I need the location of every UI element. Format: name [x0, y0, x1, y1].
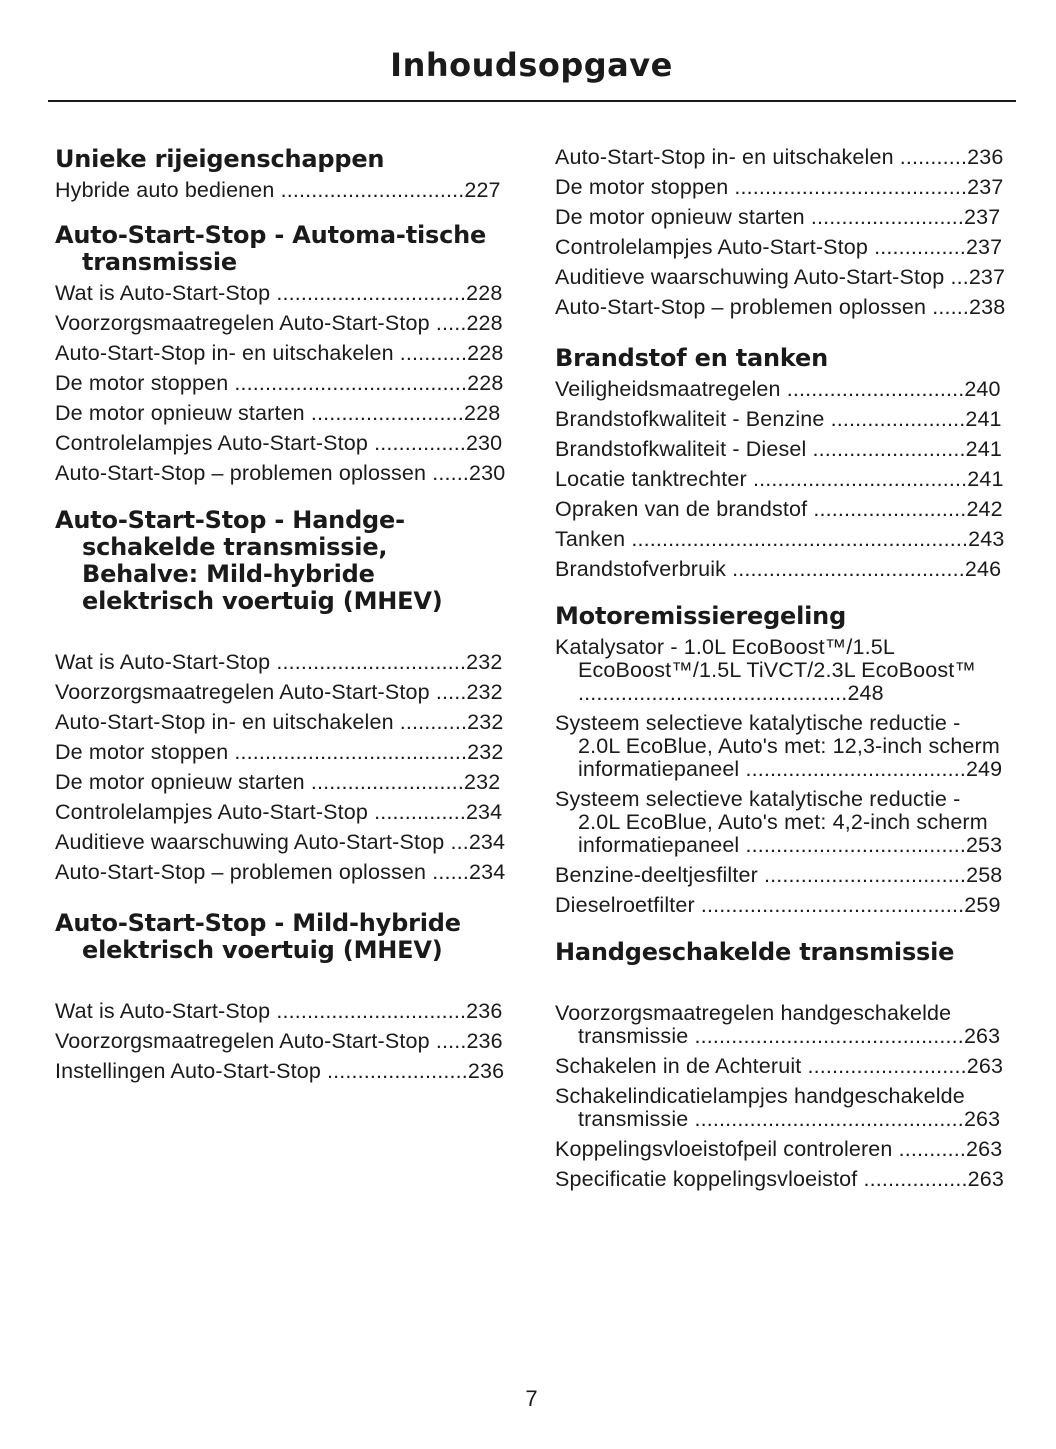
section-heading: Unieke rijeigenschappen [55, 145, 385, 173]
toc-entry-label: Systeem selectieve katalytische reductie - 2.0L EcoBlue, Auto's met: 12,3-inch scherm informatiepaneel [555, 711, 1000, 781]
dot-leader: ......................... [807, 497, 967, 521]
toc-entry-label: Controlelampjes Auto-Start-Stop [55, 431, 368, 455]
toc-right-column [555, 146, 1008, 1198]
toc-entry[interactable] [555, 528, 1008, 551]
toc-entry[interactable] [55, 651, 508, 674]
toc-entry-page: 228 [464, 401, 501, 425]
dot-leader: ... [944, 265, 969, 289]
dot-leader: ..... [429, 311, 467, 335]
toc-entry[interactable] [555, 1168, 1008, 1191]
dot-leader: ................. [857, 1167, 968, 1191]
toc-entry-page: 263 [963, 1107, 1001, 1131]
toc-entry-label: Voorzorgsmaatregelen Auto-Start-Stop [55, 311, 430, 335]
toc-entry[interactable] [55, 741, 508, 764]
toc-entry-label: Auto-Start-Stop in- en uitschakelen [55, 341, 394, 365]
toc-entry-label: Opraken van de brandstof [555, 497, 808, 521]
toc-entry[interactable] [55, 831, 508, 854]
toc-entry-page: 236 [467, 1059, 505, 1083]
toc-entry-page: 263 [967, 1167, 1004, 1191]
toc-entry[interactable] [55, 1030, 508, 1053]
toc-entry[interactable] [555, 1055, 1008, 1078]
page-number: 7 [525, 1386, 538, 1411]
toc-entry[interactable] [55, 861, 508, 884]
toc-entry-page: 232 [464, 770, 501, 794]
toc-section [555, 345, 1008, 581]
section-heading: Auto-Start-Stop - Automa-tische transmissie [55, 221, 487, 276]
toc-entry-label: Veiligheidsmaatregelen [555, 377, 781, 401]
dot-leader: ............................................ [578, 681, 848, 705]
toc-entry[interactable] [555, 296, 1008, 319]
toc-entry-page: 263 [963, 1024, 1001, 1048]
dot-leader: ...... [926, 295, 969, 319]
toc-entry[interactable] [55, 711, 508, 734]
dot-leader: ........... [393, 341, 468, 365]
toc-entry-label: De motor opnieuw starten [555, 205, 805, 229]
toc-entry-page: 232 [467, 710, 504, 734]
dot-leader: ...... [426, 860, 469, 884]
toc-entry-page: 227 [464, 178, 501, 202]
toc-entry-page: 228 [466, 281, 503, 305]
toc-entry-page: 249 [965, 757, 1003, 781]
toc-entry[interactable] [555, 146, 1008, 169]
toc-section [555, 939, 1008, 1191]
toc-entry-label: Schakelen in de Achteruit [555, 1054, 802, 1078]
toc-entry[interactable] [55, 801, 508, 824]
toc-entry-label: Auto-Start-Stop in- en uitschakelen [55, 710, 394, 734]
toc-entry-page: 238 [969, 295, 1006, 319]
title-rule [48, 100, 1016, 102]
toc-entry[interactable] [555, 438, 1008, 461]
dot-leader: ..... [429, 680, 467, 704]
toc-entry-page: 253 [965, 833, 1003, 857]
dot-leader: ...................................... [726, 557, 965, 581]
toc-entry-label: Auditieve waarschuwing Auto-Start-Stop [55, 830, 445, 854]
toc-entry[interactable] [55, 1060, 508, 1083]
toc-entry-page: 232 [466, 680, 503, 704]
toc-entry[interactable] [555, 1002, 1008, 1048]
toc-entry[interactable] [55, 179, 508, 202]
toc-entry-page: 242 [966, 497, 1003, 521]
toc-entry[interactable] [55, 282, 508, 305]
dot-leader: ........................................... [694, 893, 965, 917]
toc-entry[interactable] [555, 1138, 1008, 1161]
toc-entry[interactable] [555, 558, 1008, 581]
toc-section [555, 603, 1008, 917]
toc-section [55, 222, 508, 485]
toc-entry-label: Voorzorgsmaatregelen handgeschakelde transmissie [555, 1001, 952, 1048]
toc-entry-label: Wat is Auto-Start-Stop [55, 650, 271, 674]
section-heading: Auto-Start-Stop - Mild-hybride elektrisch voertuig (MHEV) [55, 909, 461, 964]
dot-leader: ...................... [824, 407, 966, 431]
toc-entry-page: 230 [465, 431, 503, 455]
toc-entry-page: 232 [466, 650, 503, 674]
dot-leader: .................................... [739, 757, 966, 781]
page-title: Inhoudsopgave [390, 46, 673, 84]
toc-entry-label: Brandstofkwaliteit - Benzine [555, 407, 825, 431]
dot-leader: .................................... [739, 833, 966, 857]
toc-section [55, 146, 508, 202]
toc-entry[interactable] [555, 788, 1008, 857]
toc-entry[interactable] [555, 1085, 1008, 1131]
toc-entry-page: 263 [966, 1054, 1004, 1078]
toc-entry-page: 234 [469, 860, 506, 884]
dot-leader: ......................... [304, 401, 464, 425]
toc-entry[interactable] [55, 771, 508, 794]
dot-leader: ............................................ [688, 1107, 964, 1131]
dot-leader: .............................. [274, 178, 465, 202]
toc-entry-page: 258 [966, 863, 1003, 887]
dot-leader: ... [444, 830, 469, 854]
toc-entry-page: 230 [469, 461, 506, 485]
toc-entry[interactable] [55, 342, 508, 365]
toc-entry-page: 228 [466, 311, 503, 335]
toc-entry[interactable] [555, 468, 1008, 491]
dot-leader: ............... [367, 800, 466, 824]
toc-entry-label: De motor stoppen [55, 371, 229, 395]
dot-leader: ........... [893, 145, 968, 169]
dot-leader: ......................... [804, 205, 964, 229]
toc-entry-page: 234 [465, 800, 503, 824]
toc-left-column [55, 146, 508, 1090]
dot-leader: ........... [393, 710, 468, 734]
toc-entry-page: 228 [467, 371, 504, 395]
dot-leader: ....................................................... [625, 527, 969, 551]
toc-entry-label: Brandstofverbruik [555, 557, 727, 581]
section-heading: Auto-Start-Stop - Handge-schakelde transmissie, Behalve: Mild-hybride elektrisch voertuig (MHEV) [55, 506, 443, 615]
toc-entry[interactable] [555, 378, 1008, 401]
toc-entry-label: Brandstofkwaliteit - Diesel [555, 437, 807, 461]
toc-entry-page: 237 [967, 175, 1004, 199]
toc-entry[interactable] [555, 864, 1008, 887]
toc-entry-page: 232 [467, 740, 504, 764]
toc-entry-page: 241 [965, 437, 1002, 461]
toc-entry-label: Auto-Start-Stop – problemen oplossen [55, 860, 427, 884]
toc-entry-label: Auditieve waarschuwing Auto-Start-Stop [555, 265, 945, 289]
toc-entry-page: 263 [966, 1137, 1003, 1161]
toc-entry-page: 237 [968, 265, 1006, 289]
dot-leader: .......................... [801, 1054, 967, 1078]
toc-entry[interactable] [555, 636, 1008, 705]
toc-entry[interactable] [555, 236, 1008, 259]
toc-entry-page: 237 [965, 235, 1003, 259]
section-heading: Brandstof en tanken [555, 344, 828, 372]
toc-entry-label: Schakelindicatielampjes handgeschakelde transmissie [555, 1084, 965, 1131]
toc-entry-page: 240 [964, 377, 1001, 401]
toc-entry-label: Hybride auto bedienen [55, 178, 275, 202]
toc-entry-page: 241 [965, 407, 1002, 431]
toc-entry-label: Auto-Start-Stop – problemen oplossen [55, 461, 427, 485]
toc-entry-page: 259 [964, 893, 1001, 917]
dot-leader: ...................................... [728, 175, 968, 199]
dot-leader: ......................... [304, 770, 464, 794]
dot-leader: ....................... [320, 1059, 468, 1083]
toc-entry[interactable] [55, 681, 508, 704]
toc-entry[interactable] [55, 432, 508, 455]
section-heading: Handgeschakelde transmissie [555, 938, 955, 966]
toc-entry-page: 246 [964, 557, 1002, 581]
dot-leader: ................................... [746, 467, 968, 491]
dot-leader: ...... [426, 461, 469, 485]
toc-entry-page: 243 [968, 527, 1005, 551]
toc-entry[interactable] [55, 462, 508, 485]
dot-leader: ............................................ [688, 1024, 964, 1048]
toc-entry[interactable] [55, 312, 508, 335]
toc-entry[interactable] [555, 266, 1008, 289]
toc-entry[interactable] [555, 894, 1008, 917]
toc-entry-label: Specificatie koppelingsvloeistof [555, 1167, 858, 1191]
toc-entry[interactable] [555, 176, 1008, 199]
toc-entry-label: Controlelampjes Auto-Start-Stop [555, 235, 868, 259]
toc-entry[interactable] [555, 712, 1008, 781]
toc-entry-page: 241 [967, 467, 1004, 491]
dot-leader: ..... [429, 1029, 467, 1053]
toc-entry-label: De motor opnieuw starten [55, 401, 305, 425]
dot-leader: ............................... [270, 650, 467, 674]
dot-leader: ...................................... [228, 371, 468, 395]
toc-entry[interactable] [555, 498, 1008, 521]
toc-entry[interactable] [55, 372, 508, 395]
dot-leader: ............................... [270, 999, 467, 1023]
dot-leader: ................................. [757, 863, 967, 887]
toc-entry-page: 234 [468, 830, 506, 854]
toc-entry-page: 237 [964, 205, 1001, 229]
toc-entry-label: De motor opnieuw starten [55, 770, 305, 794]
toc-entry-label: Wat is Auto-Start-Stop [55, 999, 271, 1023]
toc-entry-page: 236 [967, 145, 1004, 169]
dot-leader: ............................. [780, 377, 965, 401]
dot-leader: ............... [867, 235, 966, 259]
dot-leader: ............................... [270, 281, 467, 305]
toc-entry[interactable] [555, 408, 1008, 431]
dot-leader: ............... [367, 431, 466, 455]
dot-leader: ........... [892, 1137, 966, 1161]
toc-entry-label: Auto-Start-Stop – problemen oplossen [555, 295, 927, 319]
toc-entry-label: Dieselroetfilter [555, 893, 695, 917]
toc-section [555, 146, 1008, 319]
toc-entry-label: De motor stoppen [555, 175, 729, 199]
toc-entry-label: De motor stoppen [55, 740, 229, 764]
toc-entry-page: 228 [467, 341, 504, 365]
toc-entry-page: 236 [466, 999, 503, 1023]
dot-leader: ......................... [806, 437, 966, 461]
toc-entry-label: Systeem selectieve katalytische reductie - 2.0L EcoBlue, Auto's met: 4,2-inch scherm informatiepaneel [555, 787, 988, 857]
toc-entry[interactable] [55, 402, 508, 425]
toc-section [55, 507, 508, 884]
section-heading: Motoremissieregeling [555, 602, 847, 630]
toc-entry-label: Tanken [555, 527, 626, 551]
toc-entry-label: Voorzorgsmaatregelen Auto-Start-Stop [55, 680, 430, 704]
toc-entry-label: Koppelingsvloeistofpeil controleren [555, 1137, 893, 1161]
toc-entry[interactable] [555, 206, 1008, 229]
toc-entry-page: 236 [466, 1029, 503, 1053]
toc-entry[interactable] [55, 1000, 508, 1023]
toc-entry-label: Wat is Auto-Start-Stop [55, 281, 271, 305]
toc-entry-page: 248 [847, 681, 884, 705]
toc-entry-label: Voorzorgsmaatregelen Auto-Start-Stop [55, 1029, 430, 1053]
toc-section [55, 910, 508, 1083]
toc-entry-label: Benzine-deeltjesfilter [555, 863, 758, 887]
dot-leader: ...................................... [228, 740, 468, 764]
toc-entry-label: Controlelampjes Auto-Start-Stop [55, 800, 368, 824]
toc-entry-label: Auto-Start-Stop in- en uitschakelen [555, 145, 894, 169]
toc-entry-label: Katalysator - 1.0L EcoBoost™/1.5L EcoBoost™/1.5L TiVCT/2.3L EcoBoost™ [555, 635, 977, 682]
toc-entry-label: Instellingen Auto-Start-Stop [55, 1059, 321, 1083]
toc-entry-label: Locatie tanktrechter [555, 467, 747, 491]
